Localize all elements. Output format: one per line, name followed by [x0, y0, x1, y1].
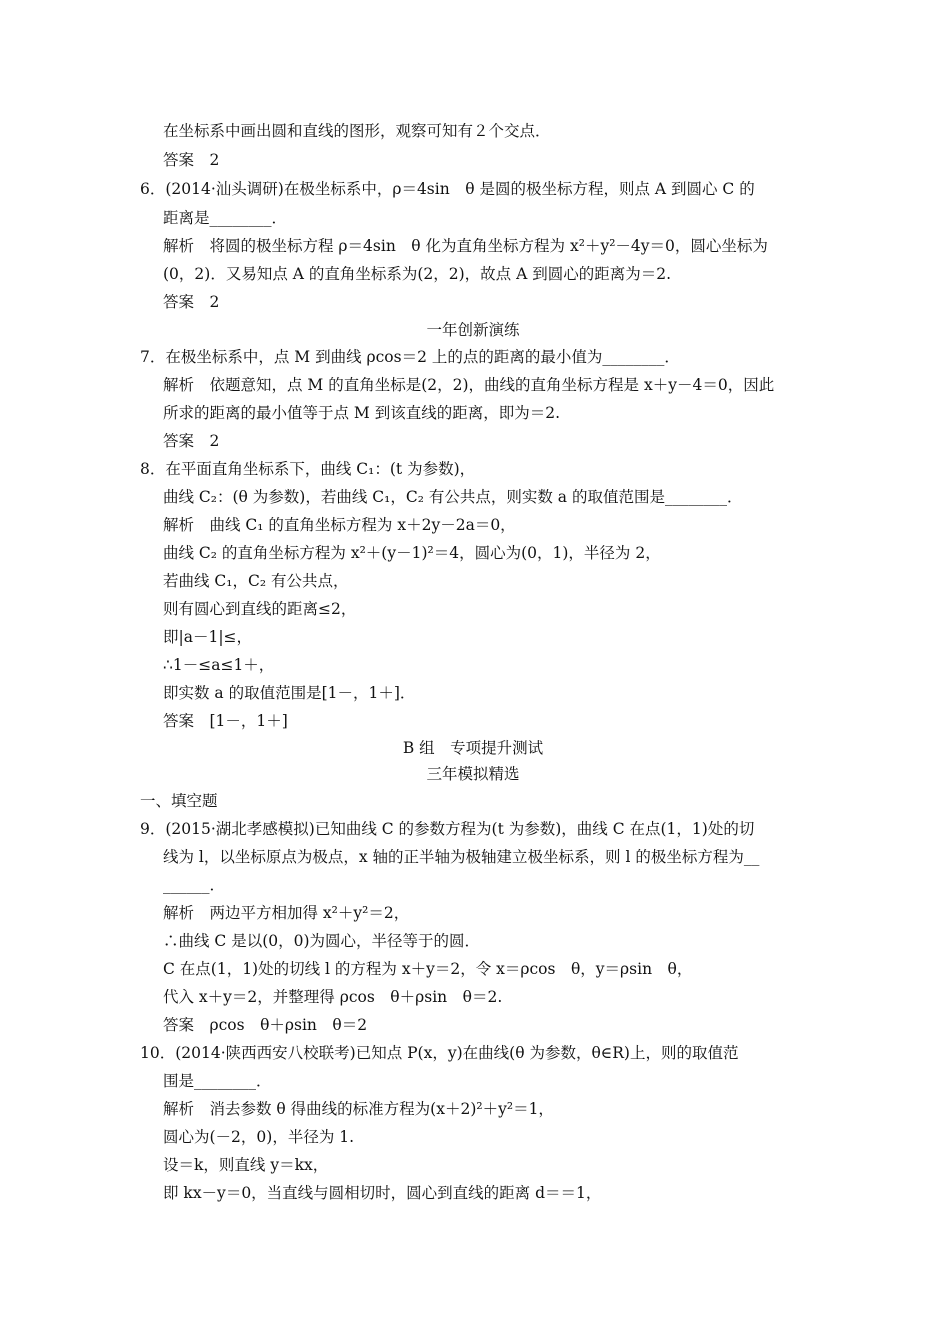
text-line: 则有圆心到直线的距离≤2，	[163, 600, 357, 618]
text-line: ______．	[163, 876, 226, 894]
text-line: 若曲线 C₁，C₂ 有公共点，	[163, 572, 349, 590]
text-line: 即实数 a 的取值范围是[1－，1＋]．	[163, 684, 416, 702]
text-line: 线为 l，以坐标原点为极点，x 轴的正半轴为极轴建立极坐标系，则 l 的极坐标方程为__	[163, 848, 760, 866]
question-6: 6．(2014·汕头调研)在极坐标系中，ρ＝4sin θ 是圆的极坐标方程，则点 A 到圆心 C 的	[140, 180, 755, 198]
answer-line: 答案 [1－，1＋]	[163, 712, 288, 730]
text-line: 曲线 C₂ 的直角坐标方程为 x²＋(y－1)²＝4，圆心为(0，1)，半径为 2，	[163, 544, 661, 562]
text-line: 即|a－1|≤，	[163, 628, 253, 646]
analysis-line: 解析 依题意知，点 M 的直角坐标是(2，2)，曲线的直角坐标方程是 x＋y－4＝0，因此	[163, 376, 775, 394]
question-7: 7．在极坐标系中，点 M 到曲线 ρcos＝2 上的点的距离的最小值为________．	[140, 348, 680, 366]
analysis-line: 解析 将圆的极坐标方程 ρ＝4sin θ 化为直角坐标方程为 x²＋y²－4y＝0，圆心坐标为	[163, 237, 768, 255]
text-line: 在坐标系中画出圆和直线的图形，观察可知有２个交点．	[163, 122, 551, 140]
question-9: 9．(2015·湖北孝感模拟)已知曲线 C 的参数方程为(t 为参数)，曲线 C 在点(1，1)处的切	[140, 820, 755, 838]
section-heading: B 组 专项提升测试	[402, 739, 544, 757]
text-line: ∴曲线 C 是以(0，0)为圆心，半径等于的圆．	[163, 932, 481, 950]
section-heading: 一年创新演练	[426, 321, 520, 339]
question-8: 8．在平面直角坐标系下，曲线 C₁：(t 为参数)，	[140, 460, 476, 478]
text-line: 设＝k，则直线 y＝kx，	[163, 1156, 329, 1174]
answer-line: 答案 2	[163, 432, 220, 450]
text-line: (0，2)．又易知点 A 的直角坐标系为(2，2)，故点 A 到圆心的距离为＝2.	[163, 265, 672, 283]
text-line: 围是________．	[163, 1072, 272, 1090]
answer-line: 答案 2	[163, 293, 220, 311]
text-line: 距离是________．	[163, 209, 288, 227]
section-heading: 三年模拟精选	[426, 765, 520, 783]
text-line: 曲线 C₂：(θ 为参数)，若曲线 C₁，C₂ 有公共点，则实数 a 的取值范围是________．	[163, 488, 743, 506]
text-line: 即 kx－y＝0，当直线与圆相切时，圆心到直线的距离 d＝＝1，	[163, 1184, 602, 1202]
subsection-heading: 一、填空题	[140, 792, 218, 810]
analysis-line: 解析 曲线 C₁ 的直角坐标方程为 x＋2y－2a＝0，	[163, 516, 516, 534]
question-10: 10．(2014·陕西西安八校联考)已知点 P(x，y)在曲线(θ 为参数，θ∈R)上，则的取值范	[140, 1044, 739, 1062]
text-line: ∴1－≤a≤1＋，	[163, 656, 275, 674]
text-line: 所求的距离的最小值等于点 M 到该直线的距离，即为＝2.	[163, 404, 561, 422]
text-line: 代入 x＋y＝2，并整理得 ρcos θ＋ρsin θ＝2.	[163, 988, 503, 1006]
analysis-line: 解析 两边平方相加得 x²＋y²＝2，	[163, 904, 410, 922]
answer-line: 答案 ρcos θ＋ρsin θ＝2	[163, 1016, 368, 1034]
answer-line: 答案 2	[163, 151, 220, 169]
analysis-line: 解析 消去参数 θ 得曲线的标准方程为(x＋2)²＋y²＝1，	[163, 1100, 554, 1118]
text-line: 圆心为(－2，0)，半径为 1.	[163, 1128, 355, 1146]
text-line: C 在点(1，1)处的切线 l 的方程为 x＋y＝2，令 x＝ρcos θ，y＝ρsin θ，	[163, 960, 693, 978]
